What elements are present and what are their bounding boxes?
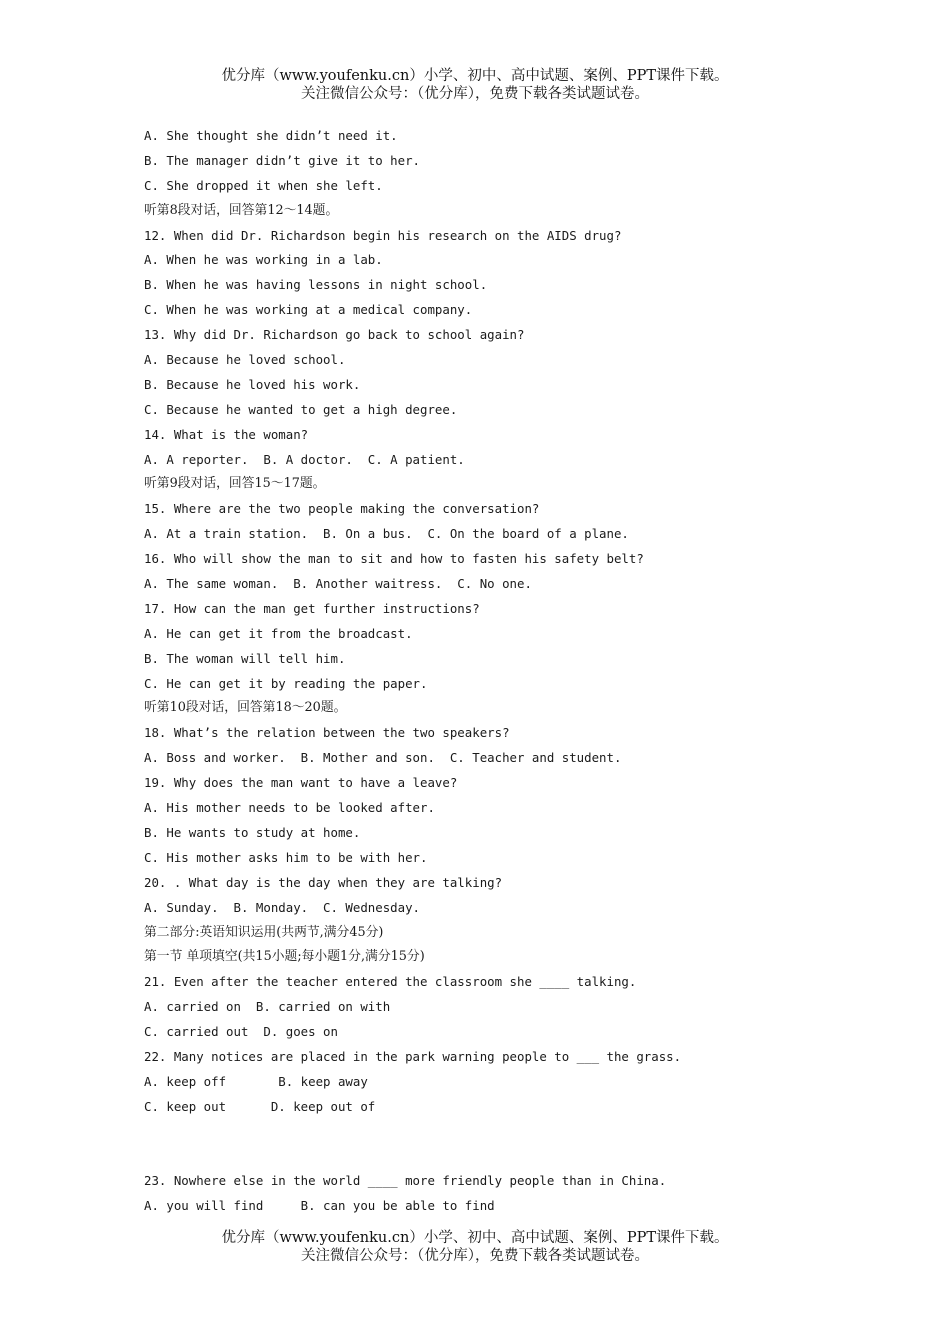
text-line: 21. Even after the teacher entered the classroom she ____ talking. — [144, 974, 637, 990]
text-line: B. When he was having lessons in night school. — [144, 277, 488, 293]
text-line: B. The manager didn’t give it to her. — [144, 152, 421, 168]
section-heading: 第一节 单项填空(共15小题;每小题1分,满分15分) — [144, 949, 425, 965]
text-line: C. Because he wanted to get a high degree. — [144, 401, 458, 417]
text-line: 23. Nowhere else in the world ____ more friendly people than in China. — [144, 1173, 667, 1189]
question-block-bottom — [144, 1169, 824, 1219]
text-line: B. He wants to study at home. — [144, 824, 361, 840]
text-line: 19. Why does the man want to have a leave? — [144, 775, 458, 791]
text-line: A. The same woman. B. Another waitress. C. No one. — [144, 576, 532, 592]
text-line: C. When he was working at a medical company. — [144, 302, 473, 318]
text-line: A. A reporter. B. A doctor. C. A patient. — [144, 451, 465, 467]
footer-line-1: 优分库（www.youfenku.cn）小学、初中、高中试题、案例、PPT课件下载。 — [221, 1230, 729, 1246]
footer-line-2: 关注微信公众号：（优分库），免费下载各类试题试卷。 — [301, 1248, 649, 1264]
text-line: 15. Where are the two people making the conversation? — [144, 501, 540, 517]
section-heading: 第二部分:英语知识运用(共两节,满分45分) — [144, 924, 384, 940]
document-body — [144, 124, 824, 1219]
text-line: C. He can get it by reading the paper. — [144, 675, 428, 691]
text-line: C. His mother asks him to be with her. — [144, 849, 428, 865]
text-line: A. keep off B. keep away — [144, 1073, 368, 1089]
text-line: A. Because he loved school. — [144, 352, 346, 368]
text-line: 14. What is the woman? — [144, 426, 309, 442]
text-line: A. Sunday. B. Monday. C. Wednesday. — [144, 899, 421, 915]
text-line: 17. How can the man get further instructions? — [144, 600, 480, 616]
text-line: 20. . What day is the day when they are talking? — [144, 874, 503, 890]
text-line: 12. When did Dr. Richardson begin his research on the AIDS drug? — [144, 227, 622, 243]
page-header — [0, 67, 950, 103]
text-line: 16. Who will show the man to sit and how to fasten his safety belt? — [144, 551, 644, 567]
blank-gap — [144, 1120, 824, 1170]
text-line: A. She thought she didn’t need it. — [144, 128, 398, 143]
text-line: C. She dropped it when she left. — [144, 177, 383, 193]
text-line: B. Because he loved his work. — [144, 376, 361, 392]
text-line: 13. Why did Dr. Richardson go back to school again? — [144, 327, 525, 343]
text-line: A. His mother needs to be looked after. — [144, 800, 435, 816]
text-line: A. When he was working in a lab. — [144, 252, 383, 268]
section-heading: 听第10段对话，回答第18～20题。 — [144, 700, 347, 716]
page-footer — [0, 1229, 950, 1265]
section-heading: 听第9段对话，回答15～17题。 — [144, 476, 326, 492]
text-line: C. keep out D. keep out of — [144, 1098, 376, 1114]
text-line: A. carried on B. carried on with — [144, 999, 391, 1015]
text-line: B. The woman will tell him. — [144, 650, 346, 666]
text-line: A. At a train station. B. On a bus. C. On the board of a plane. — [144, 526, 629, 542]
section-heading: 听第8段对话，回答第12～14题。 — [144, 202, 339, 218]
text-line: 18. What’s the relation between the two speakers? — [144, 725, 510, 741]
question-block-top — [144, 124, 824, 1120]
header-line-1: 优分库（www.youfenku.cn）小学、初中、高中试题、案例、PPT课件下载。 — [221, 68, 729, 84]
text-line: A. Boss and worker. B. Mother and son. C. Teacher and student. — [144, 750, 622, 766]
text-line: 22. Many notices are placed in the park warning people to ___ the grass. — [144, 1048, 682, 1064]
header-line-2: 关注微信公众号：（优分库），免费下载各类试题试卷。 — [301, 86, 649, 102]
text-line: A. you will find B. can you be able to find — [144, 1198, 495, 1214]
text-line: C. carried out D. goes on — [144, 1024, 338, 1040]
text-line: A. He can get it from the broadcast. — [144, 625, 413, 641]
